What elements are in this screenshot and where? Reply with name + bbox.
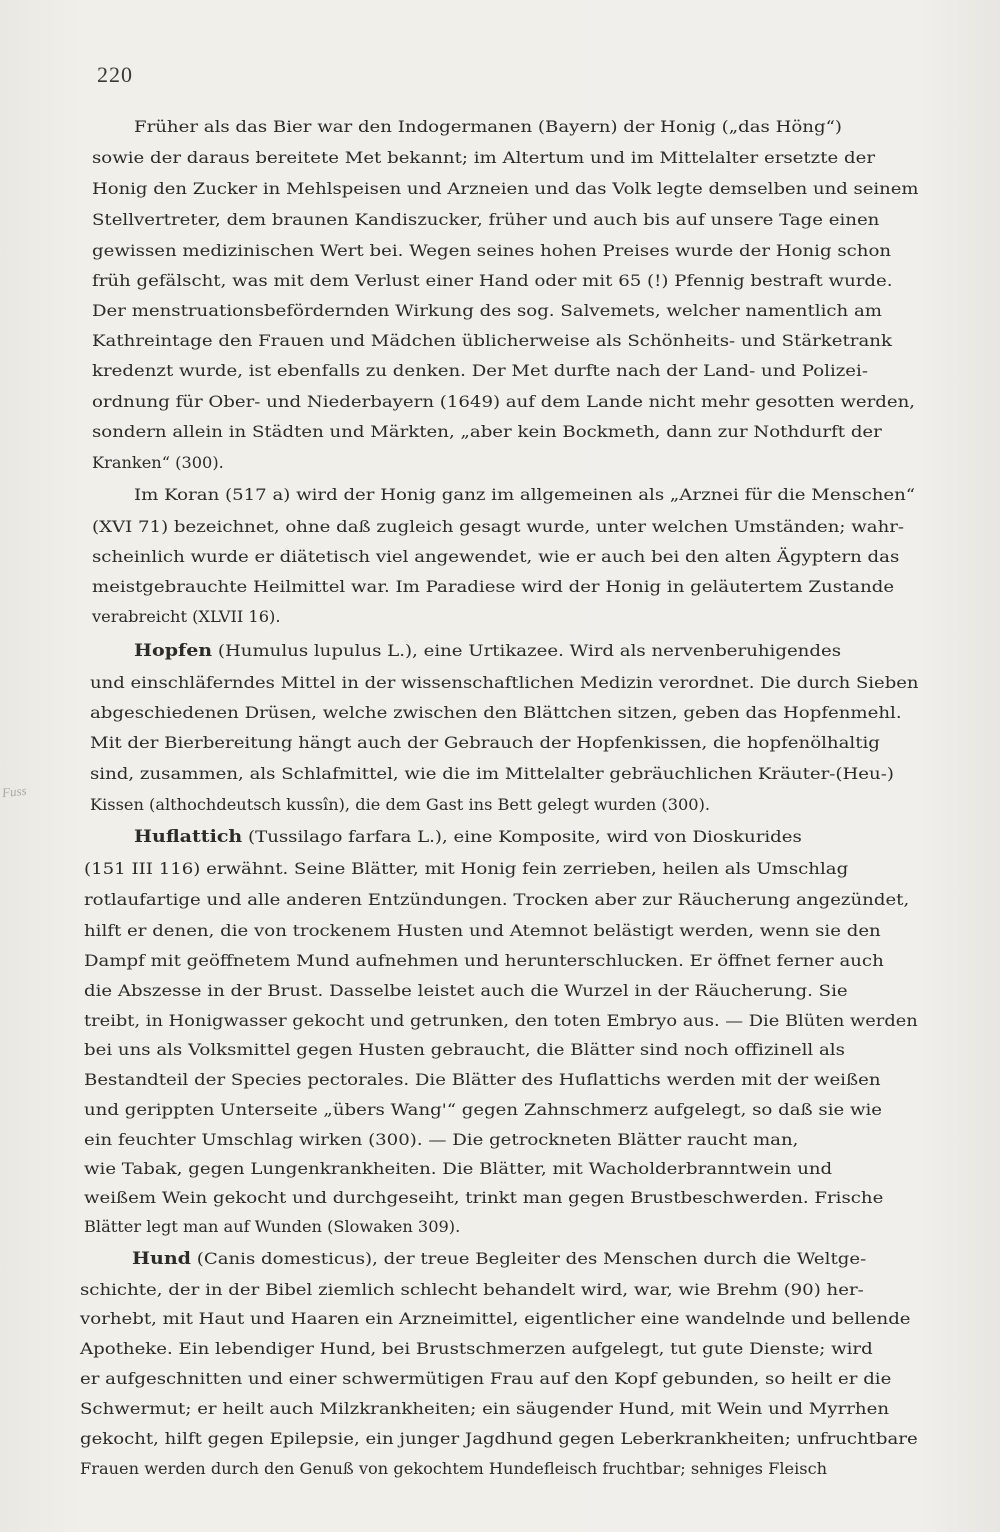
text-line [84, 950, 884, 972]
text-line [90, 794, 710, 816]
line-text: Bestandteil der Species pectorales. Die Blätter des Huflattichs werden mit der weißen [84, 1070, 881, 1089]
text-line [90, 672, 919, 694]
text-line [84, 1216, 460, 1238]
line-text: (Tussilago farfara L.), eine Komposite, wird von Dioskurides [242, 827, 802, 846]
text-line [80, 1308, 911, 1330]
text-line [90, 702, 902, 724]
line-text: Dampf mit geöffnetem Mund aufnehmen und herunterschlucken. Er öffnet ferner auch [84, 951, 884, 970]
text-line [134, 640, 841, 662]
text-line [80, 1279, 864, 1301]
text-line [90, 763, 894, 785]
line-text: abgeschiedenen Drüsen, welche zwischen den Blättchen sitzen, geben das Hopfenmehl. [90, 703, 902, 722]
text-line [92, 421, 882, 443]
entry-headword: Hund [132, 1249, 191, 1269]
handwritten-margin-note: Fuss [1, 782, 28, 801]
line-text: die Abszesse in der Brust. Dasselbe leistet auch die Wurzel in der Räucherung. Sie [84, 981, 848, 1000]
text-line [84, 980, 848, 1002]
line-text: Honig den Zucker in Mehlspeisen und Arzneien und das Volk legte demselben und seinem [92, 179, 919, 198]
line-text: früh gefälscht, was mit dem Verlust einer Hand oder mit 65 (!) Pfennig bestraft wurde. [92, 271, 893, 290]
line-text: er aufgeschnitten und einer schwermütigen Frau auf den Kopf gebunden, so heilt er die [80, 1369, 892, 1388]
text-line [80, 1338, 873, 1360]
text-line [92, 391, 915, 413]
text-line [84, 858, 848, 880]
line-text: (Humulus lupulus L.), eine Urtikazee. Wird als nervenberuhigendes [212, 641, 841, 660]
text-line [84, 889, 909, 911]
entry-headword: Huflattich [134, 827, 243, 847]
line-text: Früher als das Bier war den Indogermanen (Bayern) der Honig („das Höng“) [134, 117, 842, 136]
line-text: sind, zusammen, als Schlafmittel, wie die im Mittelalter gebräuchlichen Kräuter-(Heu-) [90, 764, 894, 783]
line-text: Schwermut; er heilt auch Milzkrankheiten; ein säugender Hund, mit Wein und Myrrhen [80, 1399, 890, 1418]
line-text: Kissen (althochdeutsch kussîn), die dem Gast ins Bett gelegt wurden (300). [90, 795, 711, 814]
line-text: Stellvertreter, dem braunen Kandiszucker, früher und auch bis auf unsere Tage einen [92, 210, 880, 229]
text-line [134, 826, 802, 848]
text-line [92, 147, 875, 169]
line-text: bei uns als Volksmittel gegen Husten gebraucht, die Blätter sind noch offizinell als [84, 1040, 845, 1059]
text-line [92, 360, 868, 382]
line-text: und einschläferndes Mittel in der wissenschaftlichen Medizin verordnet. Die durch Sieben [90, 673, 919, 692]
line-text: rotlaufartige und alle anderen Entzündungen. Trocken aber zur Räucherung angezündet, [84, 890, 910, 909]
text-line [80, 1368, 891, 1390]
text-line [84, 1039, 845, 1061]
page-number: 220 [97, 62, 133, 87]
text-line [132, 1248, 866, 1270]
line-text: Apotheke. Ein lebendiger Hund, bei Brustschmerzen aufgelegt, tut gute Dienste; wird [80, 1339, 873, 1358]
text-line [134, 484, 915, 506]
text-line [92, 516, 904, 538]
line-text: meistgebrauchte Heilmittel war. Im Paradiese wird der Honig in geläutertem Zustande [92, 577, 895, 596]
text-line [92, 546, 899, 568]
text-line [84, 1187, 883, 1209]
text-line [84, 1129, 798, 1151]
line-text: Mit der Bierbereitung hängt auch der Gebrauch der Hopfenkissen, die hopfenölhaltig [90, 733, 880, 752]
line-text: wie Tabak, gegen Lungenkrankheiten. Die Blätter, mit Wacholderbranntwein und [84, 1159, 833, 1178]
line-text: hilft er denen, die von trockenem Husten und Atemnot belästigt werden, wenn sie den [84, 921, 881, 940]
line-text: (Canis domesticus), der treue Begleiter des Menschen durch die Weltge- [190, 1249, 867, 1268]
text-line [92, 576, 894, 598]
text-line [92, 270, 893, 292]
line-text: (151 III 116) erwähnt. Seine Blätter, mit Honig fein zerrieben, heilen als Umschlag [84, 859, 849, 878]
line-text: (XVI 71) bezeichnet, ohne daß zugleich gesagt wurde, unter welchen Umständen; wahr- [92, 517, 905, 536]
text-line [84, 1099, 882, 1121]
line-text: schichte, der in der Bibel ziemlich schlecht behandelt wird, war, wie Brehm (90) her- [80, 1280, 864, 1299]
text-line [92, 452, 224, 474]
text-line [92, 178, 918, 200]
line-text: weißem Wein gekocht und durchgeseiht, trinkt man gegen Brustbeschwerden. Frische [84, 1188, 884, 1207]
text-line [84, 1069, 881, 1091]
line-text: Frauen werden durch den Genuß von gekochtem Hundefleisch fruchtbar; sehniges Fleisch [80, 1459, 828, 1478]
line-text: verabreicht (XLVII 16). [92, 607, 281, 626]
text-line [80, 1428, 918, 1450]
line-text: und gerippten Unterseite „übers Wang'“ gegen Zahnschmerz aufgelegt, so daß sie wie [84, 1100, 883, 1119]
text-line [134, 116, 842, 138]
line-text: kredenzt wurde, ist ebenfalls zu denken. Der Met durfte nach der Land- und Polizei- [92, 361, 868, 380]
line-text: ordnung für Ober- und Niederbayern (1649) auf dem Lande nicht mehr gesotten werden, [92, 392, 916, 411]
line-text: sondern allein in Städten und Märkten, „aber kein Bockmeth, dann zur Nothdurft der [92, 422, 882, 441]
line-text: Der menstruationsbefördernden Wirkung des sog. Salvemets, welcher namentlich am [92, 301, 882, 320]
text-line [80, 1398, 889, 1420]
line-text: scheinlich wurde er diätetisch viel angewendet, wie er auch bei den alten Ägyptern das [92, 547, 900, 566]
line-text: Blätter legt man auf Wunden (Slowaken 309). [84, 1217, 461, 1236]
text-line [92, 606, 280, 628]
text-line [84, 1010, 918, 1032]
entry-headword: Hopfen [134, 641, 213, 661]
text-line [92, 209, 879, 231]
text-line [84, 1158, 832, 1180]
text-line [92, 240, 891, 262]
text-line [84, 920, 881, 942]
line-text: treibt, in Honigwasser gekocht und getrunken, den toten Embryo aus. — Die Blüten werden [84, 1011, 918, 1030]
line-text: vorhebt, mit Haut und Haaren ein Arzneimittel, eigentlicher eine wandelnde und bellende [80, 1309, 911, 1328]
line-text: Im Koran (517 a) wird der Honig ganz im allgemeinen als „Arznei für die Menschen“ [134, 485, 916, 504]
text-line [90, 732, 880, 754]
line-text: ein feuchter Umschlag wirken (300). — Die getrockneten Blätter raucht man, [84, 1130, 799, 1149]
text-line [92, 330, 892, 352]
text-line [92, 300, 882, 322]
line-text: Kathreintage den Frauen und Mädchen üblicherweise als Schönheits- und Stärketrank [92, 331, 892, 350]
text-line [80, 1458, 827, 1480]
line-text: sowie der daraus bereitete Met bekannt; im Altertum und im Mittelalter ersetzte der [92, 148, 876, 167]
line-text: gekocht, hilft gegen Epilepsie, ein junger Jagdhund gegen Leberkrankheiten; unfruchtbare [80, 1429, 918, 1448]
line-text: Kranken“ (300). [92, 453, 224, 472]
line-text: gewissen medizinischen Wert bei. Wegen seines hohen Preises wurde der Honig schon [92, 241, 892, 260]
